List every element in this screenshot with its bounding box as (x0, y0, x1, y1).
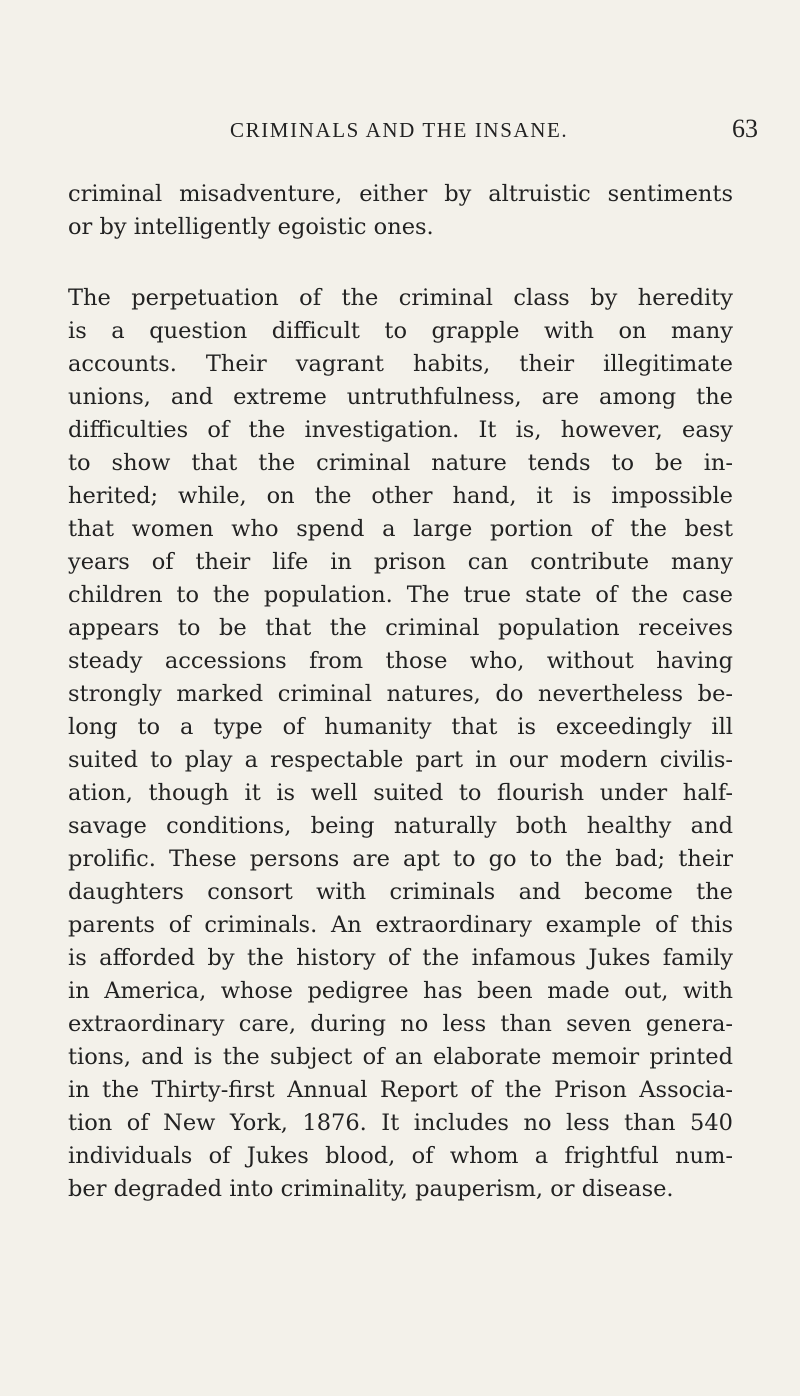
paragraph-1 (68, 178, 733, 244)
text-line: appears to be that the criminal population receives (68, 615, 733, 641)
text-line: long to a type of humanity that is exceedingly ill (68, 714, 733, 740)
page-number: 63 (732, 114, 758, 143)
text-line: herited; while, on the other hand, it is impossible (68, 483, 733, 509)
text-line: or by intelligently egoistic ones. (68, 214, 434, 240)
body-text (68, 178, 733, 1206)
text-line: savage conditions, being naturally both healthy and (68, 813, 733, 839)
text-line: to show that the criminal nature tends to be in- (68, 450, 733, 476)
text-line: strongly marked criminal natures, do nevertheless be- (68, 681, 733, 707)
text-line: that women who spend a large portion of the best (68, 516, 733, 542)
text-line: difficulties of the investigation. It is, however, easy (68, 417, 733, 443)
text-line: criminal misadventure, either by altruistic sentiments (68, 181, 733, 207)
text-line: is a question difficult to grapple with on many (68, 318, 733, 344)
text-line: parents of criminals. An extraordinary example of this (68, 912, 733, 938)
text-line: tion of New York, 1876. It includes no less than 540 (68, 1110, 733, 1136)
paragraph-2 (68, 282, 733, 1206)
text-line: daughters consort with criminals and become the (68, 879, 733, 905)
text-line: tions, and is the subject of an elaborate memoir printed (68, 1044, 733, 1070)
text-line: prolific. These persons are apt to go to the bad; their (68, 846, 733, 872)
text-line: is afforded by the history of the infamous Jukes family (68, 945, 733, 971)
text-line: ation, though it is well suited to flourish under half- (68, 780, 733, 806)
text-line: The perpetuation of the criminal class by heredity (68, 285, 733, 311)
text-line: in the Thirty-first Annual Report of the Prison Associa- (68, 1077, 733, 1103)
running-head (0, 114, 800, 148)
text-line: accounts. Their vagrant habits, their illegitimate (68, 351, 733, 377)
text-line: steady accessions from those who, without having (68, 648, 733, 674)
text-line: suited to play a respectable part in our modern civilis- (68, 747, 733, 773)
text-line: ber degraded into criminality, pauperism, or disease. (68, 1176, 674, 1202)
text-line: extraordinary care, during no less than seven genera- (68, 1011, 733, 1037)
text-line: individuals of Jukes blood, of whom a frightful num- (68, 1143, 733, 1169)
text-line: children to the population. The true state of the case (68, 582, 733, 608)
paragraph-gap (68, 244, 733, 282)
text-line: in America, whose pedigree has been made out, with (68, 978, 733, 1004)
running-title: CRIMINALS AND THE INSANE. (230, 118, 569, 142)
text-line: unions, and extreme untruthfulness, are among the (68, 384, 733, 410)
text-line: years of their life in prison can contribute many (68, 549, 733, 575)
